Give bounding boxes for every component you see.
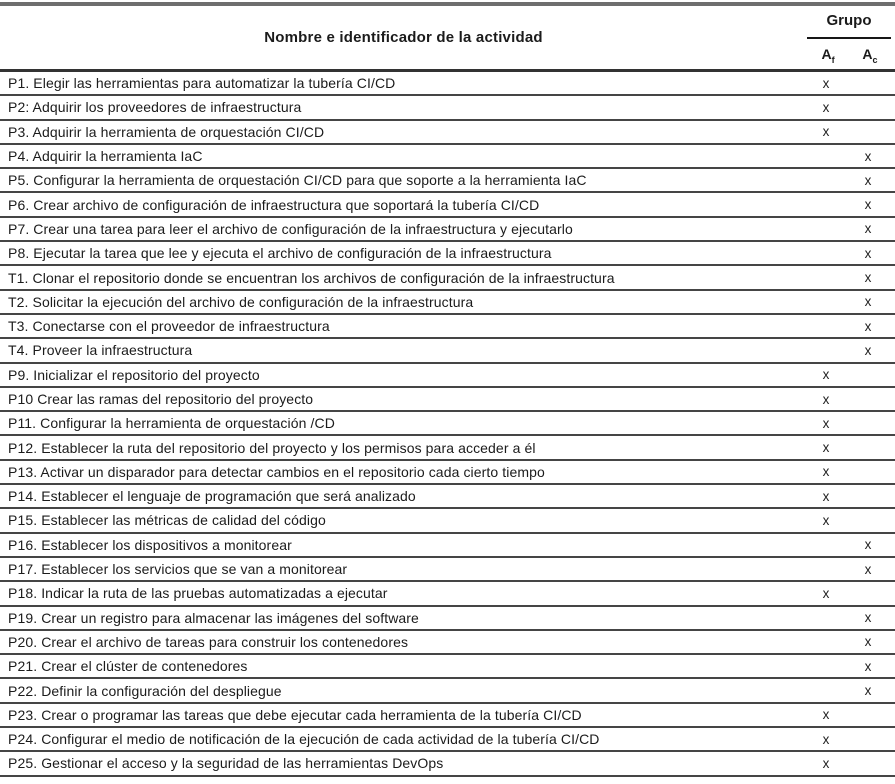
group-mark-af: x <box>822 707 830 723</box>
table-row <box>0 461 895 485</box>
activity-label: P6. Crear archivo de configuración de infraestructura que soportará la tubería CI/CD <box>8 196 540 213</box>
group-mark-ac: x <box>864 148 872 164</box>
table-row <box>0 655 895 679</box>
group-mark-ac: x <box>864 197 872 213</box>
group-mark-ac: x <box>864 172 872 188</box>
group-mark-ac <box>847 728 889 750</box>
group-mark-ac: x <box>864 318 872 334</box>
group-column-header <box>807 6 895 69</box>
group-mark-af: x <box>822 440 830 456</box>
activity-label: P10 Crear las ramas del repositorio del proyecto <box>8 391 314 407</box>
activity-label: P25. Gestionar el acceso y la seguridad de las herramientas DevOps <box>8 755 444 772</box>
group-mark-ac: x <box>864 683 872 699</box>
group-mark-ac <box>847 72 889 94</box>
group-mark-ac <box>847 485 889 507</box>
activity-label: P14. Establecer el lenguaje de programación que será analizado <box>8 488 416 505</box>
group-mark-ac: x <box>864 561 872 577</box>
activity-label: T4. Proveer la infraestructura <box>8 342 193 359</box>
group-mark-af <box>805 655 847 677</box>
group-mark-af: x <box>822 512 830 528</box>
table-row <box>0 436 895 460</box>
table-row <box>0 291 895 315</box>
group-mark-af <box>805 266 847 288</box>
activity-column-header: Nombre e identificador de la actividad <box>264 29 543 46</box>
group-mark-af <box>805 558 847 580</box>
group-mark-af: x <box>822 464 830 480</box>
table-row <box>0 728 895 752</box>
activity-label: P9. Inicializar el repositorio del proyecto <box>8 366 260 383</box>
group-mark-af <box>805 631 847 653</box>
activity-label: P15. Establecer las métricas de calidad del código <box>8 512 326 529</box>
table-row <box>0 631 895 655</box>
table-row <box>0 218 895 242</box>
group-mark-ac: x <box>864 221 872 237</box>
activity-label: P5. Configurar la herramienta de orquestación CI/CD para que soporte a la herramienta IaC <box>8 172 587 189</box>
group-mark-af <box>805 242 847 264</box>
group-mark-af: x <box>822 415 830 431</box>
group-mark-af: x <box>822 75 830 91</box>
group-mark-ac: x <box>864 245 872 261</box>
table-row <box>0 679 895 703</box>
group-mark-ac: x <box>864 610 872 626</box>
group-mark-af <box>805 679 847 701</box>
group-mark-af <box>805 291 847 313</box>
activity-label: P16. Establecer los dispositivos a monitorear <box>8 536 292 553</box>
subcolumn-header-ac: $A_c$ <box>862 46 878 65</box>
activity-label: P13. Activar un disparador para detectar cambios en el repositorio cada cierto tiempo <box>8 463 545 480</box>
table-row <box>0 582 895 606</box>
group-mark-ac <box>847 436 889 458</box>
group-mark-ac: x <box>864 294 872 310</box>
table-row <box>0 121 895 145</box>
group-mark-af: x <box>822 391 830 407</box>
group-mark-ac <box>847 388 889 410</box>
activity-label: P8. Ejecutar la tarea que lee y ejecuta el archivo de configuración de la infraestructura <box>8 245 552 262</box>
activity-label: P17. Establecer los servicios que se van a monitorear <box>8 561 348 578</box>
activity-label: P3. Adquirir la herramienta de orquestación CI/CD <box>8 123 325 140</box>
subcolumn-header-af: $A_f$ <box>821 46 835 65</box>
group-header-rule <box>807 37 891 39</box>
group-mark-af: x <box>822 367 830 383</box>
group-mark-af: x <box>822 99 830 115</box>
table-header <box>0 6 895 69</box>
group-mark-af: x <box>822 755 830 771</box>
table-row <box>0 72 895 96</box>
group-mark-af <box>805 315 847 337</box>
group-mark-ac <box>847 509 889 531</box>
group-mark-ac: x <box>864 658 872 674</box>
activity-label: P4. Adquirir la herramienta IaC <box>8 148 203 165</box>
activity-label: P19. Crear un registro para almacenar las imágenes del software <box>8 609 419 626</box>
group-mark-ac <box>847 121 889 143</box>
group-mark-ac <box>847 412 889 434</box>
table-row <box>0 607 895 631</box>
group-mark-af: x <box>822 488 830 504</box>
activity-label: P22. Definir la configuración del despliegue <box>8 682 282 699</box>
activity-label: T1. Clonar el repositorio donde se encuentran los archivos de configuración de la infraestructura <box>8 269 615 286</box>
group-mark-af <box>805 145 847 167</box>
table-body <box>0 72 895 777</box>
group-mark-af: x <box>822 124 830 140</box>
activity-label: P2: Adquirir los proveedores de infraestructura <box>8 99 302 116</box>
group-mark-ac: x <box>864 537 872 553</box>
table-row <box>0 412 895 436</box>
activity-label: P7. Crear una tarea para leer el archivo de configuración de la infraestructura y ejecutarlo <box>8 220 573 237</box>
group-mark-ac: x <box>864 270 872 286</box>
activity-label: P20. Crear el archivo de tareas para construir los contenedores <box>8 633 409 650</box>
group-mark-af <box>805 193 847 215</box>
activity-label: T2. Solicitar la ejecución del archivo de configuración de la infraestructura <box>8 293 474 310</box>
activity-label: P21. Crear el clúster de contenedores <box>8 658 248 675</box>
group-mark-ac <box>847 364 889 386</box>
activity-label: P12. Establecer la ruta del repositorio del proyecto y los permisos para acceder a él <box>8 439 536 456</box>
table-row <box>0 266 895 290</box>
table-row <box>0 96 895 120</box>
group-mark-ac: x <box>864 634 872 650</box>
group-header-label: Grupo <box>826 12 872 29</box>
table-row <box>0 169 895 193</box>
table-row <box>0 364 895 388</box>
activity-label: P24. Configurar el medio de notificación de la ejecución de cada actividad de la tubería CI/CD <box>8 731 600 748</box>
table-row <box>0 752 895 776</box>
table-row <box>0 242 895 266</box>
group-mark-ac <box>847 752 889 774</box>
group-mark-af: x <box>822 731 830 747</box>
table-row <box>0 485 895 509</box>
group-mark-af: x <box>822 585 830 601</box>
group-mark-ac <box>847 461 889 483</box>
group-mark-af <box>805 607 847 629</box>
group-mark-af <box>805 169 847 191</box>
activity-label: T3. Conectarse con el proveedor de infraestructura <box>8 318 330 335</box>
table-row <box>0 558 895 582</box>
activity-label: P23. Crear o programar las tareas que debe ejecutar cada herramienta de la tubería CI/CD <box>8 706 582 723</box>
table-row <box>0 315 895 339</box>
table-row <box>0 704 895 728</box>
group-mark-af <box>805 534 847 556</box>
table-row <box>0 145 895 169</box>
group-mark-af <box>805 218 847 240</box>
group-mark-ac: x <box>864 342 872 358</box>
table-row <box>0 534 895 558</box>
group-mark-ac <box>847 704 889 726</box>
activity-label: P11. Configurar la herramienta de orquestación /CD <box>8 415 335 432</box>
group-mark-af <box>805 339 847 361</box>
group-subcolumns <box>807 46 891 65</box>
table-row <box>0 388 895 412</box>
activity-label: P18. Indicar la ruta de las pruebas automatizadas a ejecutar <box>8 585 388 602</box>
group-mark-ac <box>847 582 889 604</box>
table-row <box>0 339 895 363</box>
group-mark-ac <box>847 96 889 118</box>
table-row <box>0 509 895 533</box>
table-row <box>0 193 895 217</box>
activity-label: P1. Elegir las herramientas para automatizar la tubería CI/CD <box>8 75 396 92</box>
